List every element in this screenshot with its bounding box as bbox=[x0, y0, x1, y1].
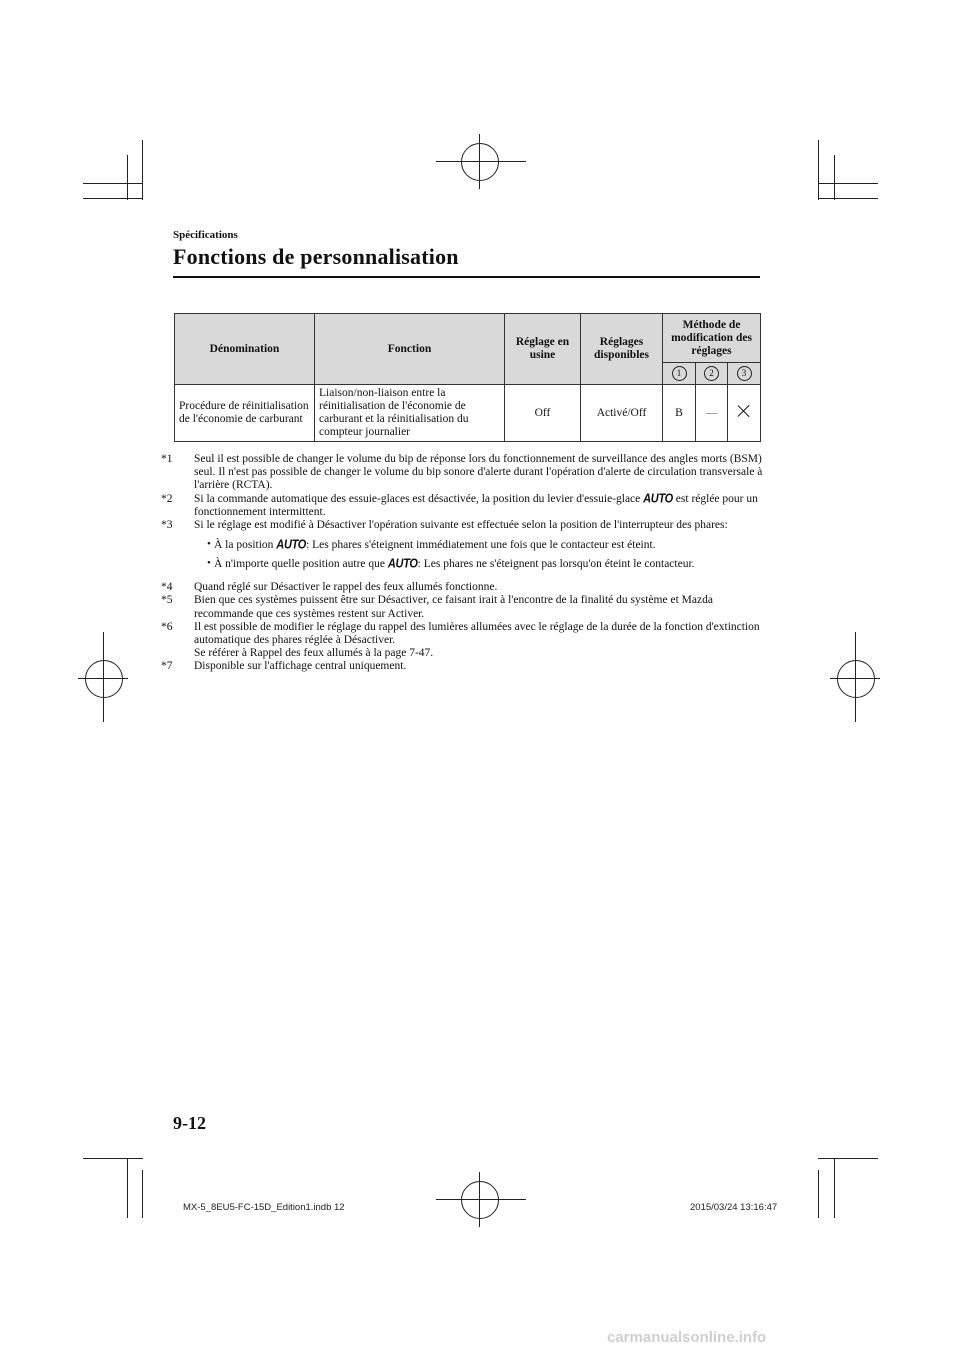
cell-method-1: B bbox=[663, 385, 696, 442]
footnote-3-bullet-2: • À n'importe quelle position autre que AUTO: Les phares ne s'éteignent pas lorsqu'on éteint le contacteur. bbox=[207, 557, 695, 572]
footnotes bbox=[161, 453, 766, 674]
header-name: Dénomination bbox=[175, 314, 315, 385]
cell-available-settings: Activé/Off bbox=[581, 385, 663, 442]
cell-name: Procédure de réinitialisation de l'économie de carburant bbox=[175, 385, 315, 442]
watermark: carmanualsonline.info bbox=[607, 1329, 767, 1346]
footer-file: MX-5_8EU5-FC-15D_Edition1.indb 12 bbox=[183, 1202, 345, 1213]
circled-number-3-icon: 3 bbox=[737, 366, 752, 381]
footnote-3: *3 Si le réglage est modifié à Désactiver l'opération suivante est effectuée selon la position de l'interrupteur des phares: bbox=[161, 519, 728, 532]
customization-table bbox=[174, 313, 761, 442]
header-available-settings: Réglages disponibles bbox=[581, 314, 663, 385]
auto-symbol-icon: AUTO bbox=[387, 557, 418, 572]
circled-number-1-icon: 1 bbox=[672, 366, 687, 381]
cell-method-3 bbox=[728, 385, 761, 442]
cell-function: Liaison/non-liaison entre la réinitialisation de l'économie de carburant et la réinitialisation du compteur journalier bbox=[315, 385, 505, 442]
footnote-1: *1 Seul il est possible de changer le volume du bip de réponse lors du fonctionnement de surveillance des angles morts (BSM) seul. Il n'est pas possible de changer le volume du bip sonore d'alerte durant l'opération d'alerte de circulation transversale à l'arrière (RCTA). bbox=[161, 453, 763, 492]
table-row bbox=[175, 385, 761, 442]
header-method-3 bbox=[728, 363, 761, 385]
page-number: 9-12 bbox=[173, 1113, 206, 1133]
cell-factory-setting: Off bbox=[505, 385, 581, 442]
bullet-icon: • bbox=[207, 557, 211, 570]
footnote-4: *4 Quand réglé sur Désactiver le rappel des feux allumés fonctionne. bbox=[161, 581, 498, 594]
footnote-6: *6 Il est possible de modifier le réglage du rappel des lumières allumées avec le réglage de la durée de la fonction d'extinction automatique des phares réglée à Désactiver. Se référer à Rappel des feux allumés à la page 7-47. bbox=[161, 620, 760, 660]
bullet-icon: • bbox=[207, 538, 211, 551]
header-method-1 bbox=[663, 363, 696, 385]
header-change-method: Méthode de modification des réglages bbox=[663, 314, 761, 363]
header-function: Fonction bbox=[315, 314, 505, 385]
header-method-2 bbox=[696, 363, 728, 385]
cross-icon bbox=[738, 405, 750, 417]
footnote-2: *2 Si la commande automatique des essuie-glaces est désactivée, la position du levier d'essuie-glace AUTO est réglée pour un fonctionnement intermittent. bbox=[161, 491, 758, 518]
circled-number-2-icon: 2 bbox=[704, 366, 719, 381]
footnote-5: *5 Bien que ces systèmes puissent être sur Désactiver, ce faisant irait à l'encontre de la finalité du système et Mazda recommande que ces systèmes restent sur Activer. bbox=[161, 594, 713, 620]
header-factory-setting: Réglage en usine bbox=[505, 314, 581, 385]
cell-method-2: — bbox=[696, 385, 728, 442]
title-rule bbox=[173, 276, 760, 278]
section-label: Spécifications bbox=[173, 229, 238, 241]
footnote-7: *7 Disponible sur l'affichage central uniquement. bbox=[161, 660, 407, 673]
footer-date: 2015/03/24 13:16:47 bbox=[690, 1202, 778, 1213]
auto-symbol-icon: AUTO bbox=[643, 491, 673, 506]
footnote-3-bullet-1: • À la position AUTO: Les phares s'éteignent immédiatement une fois que le contacteur est éteint. bbox=[207, 538, 656, 553]
page-title: Fonctions de personnalisation bbox=[173, 244, 459, 269]
auto-symbol-icon: AUTO bbox=[276, 538, 307, 553]
